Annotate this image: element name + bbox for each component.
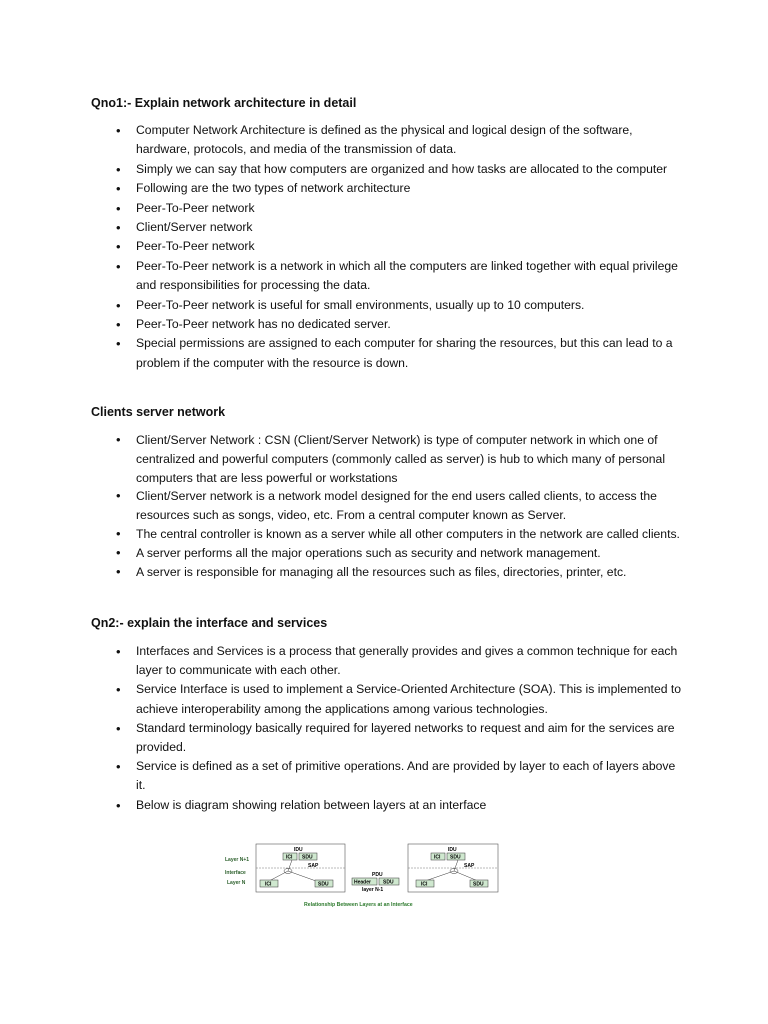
q1-heading: Qno1:- Explain network architecture in detail xyxy=(91,96,357,110)
list-item: • Client/Server network xyxy=(0,218,768,237)
list-item: • A server is responsible for managing all the resources such as files, directories, printer, etc. xyxy=(0,563,768,582)
label-layer-n: Layer N xyxy=(227,880,246,886)
diagram-svg xyxy=(222,838,512,912)
pdu-label: PDU xyxy=(372,872,383,878)
right-ici-bottom: ICI xyxy=(421,881,428,888)
right-ici-top: ICI xyxy=(434,854,441,861)
right-idu-label: IDU xyxy=(448,847,457,853)
label-interface: Interface xyxy=(225,870,246,876)
q1-bullet-list xyxy=(0,121,768,373)
list-item: • Service is defined as a set of primitive operations. And are provided by layer to each of layers above it. xyxy=(0,757,768,795)
list-item: • Simply we can say that how computers are organized and how tasks are allocated to the computer xyxy=(0,160,768,179)
list-item: • Standard terminology basically required for layered networks to request and aim for the services are provided. xyxy=(0,719,768,757)
left-sap: SAP xyxy=(308,863,319,869)
layer-n-minus-label: layer N-1 xyxy=(362,887,384,893)
list-item: • Client/Server network is a network model designed for the end users called clients, to access the resources such as songs, video, etc. From a central computer known as Server. xyxy=(0,487,768,525)
layers-interface-diagram xyxy=(222,838,512,912)
right-sdu-bottom: SDU xyxy=(473,881,484,888)
left-idu-label: IDU xyxy=(294,847,303,853)
left-sdu-top: SDU xyxy=(302,854,313,861)
diagram-caption: Relationship Between Layers at an Interface xyxy=(304,902,413,908)
list-item: • Peer-To-Peer network is useful for small environments, usually up to 10 computers. xyxy=(0,296,768,315)
list-item: • Client/Server Network : CSN (Client/Server Network) is type of computer network in which one of centralized and powerful computers (commonly called as server) is hub to which many of personal computers that are less powerful or workstations xyxy=(0,431,768,487)
left-sdu-bottom: SDU xyxy=(318,881,329,888)
list-item: • The central controller is known as a server while all other computers in the network are called clients. xyxy=(0,525,768,544)
left-ici-top: ICI xyxy=(286,854,293,861)
header-label: Header xyxy=(354,879,371,886)
left-ici-bottom: ICI xyxy=(265,881,272,888)
list-item: • A server performs all the major operations such as security and network management. xyxy=(0,544,768,563)
label-layer-n1: Layer N+1 xyxy=(225,857,250,863)
list-item: • Special permissions are assigned to each computer for sharing the resources, but this can lead to a problem if the computer with the resource is down. xyxy=(0,334,768,373)
list-item: • Peer-To-Peer network xyxy=(0,199,768,218)
cs-heading: Clients server network xyxy=(91,405,226,419)
list-item: • Computer Network Architecture is defined as the physical and logical design of the software, hardware, protocols, and media of the transmission of data. xyxy=(0,121,768,160)
list-item: • Service Interface is used to implement a Service-Oriented Architecture (SOA). This is implemented to achieve interoperability among the applications among various technologies. xyxy=(0,680,768,718)
list-item: • Following are the two types of network architecture xyxy=(0,179,768,198)
right-sap: SAP xyxy=(464,863,475,869)
q2-heading: Qn2:- explain the interface and services xyxy=(91,616,328,630)
right-sdu-top: SDU xyxy=(450,854,461,861)
cs-bullet-list xyxy=(0,431,768,581)
list-item: • Interfaces and Services is a process that generally provides and gives a common technique for each layer to communicate with each other. xyxy=(0,642,768,680)
list-item: • Peer-To-Peer network is a network in which all the computers are linked together with equal privilege and responsibilities for processing the data. xyxy=(0,257,768,296)
list-item: • Peer-To-Peer network has no dedicated server. xyxy=(0,315,768,334)
list-item: • Below is diagram showing relation between layers at an interface xyxy=(0,796,768,815)
middle-sdu: SDU xyxy=(383,879,394,886)
q2-bullet-list xyxy=(0,642,768,815)
list-item: • Peer-To-Peer network xyxy=(0,237,768,256)
